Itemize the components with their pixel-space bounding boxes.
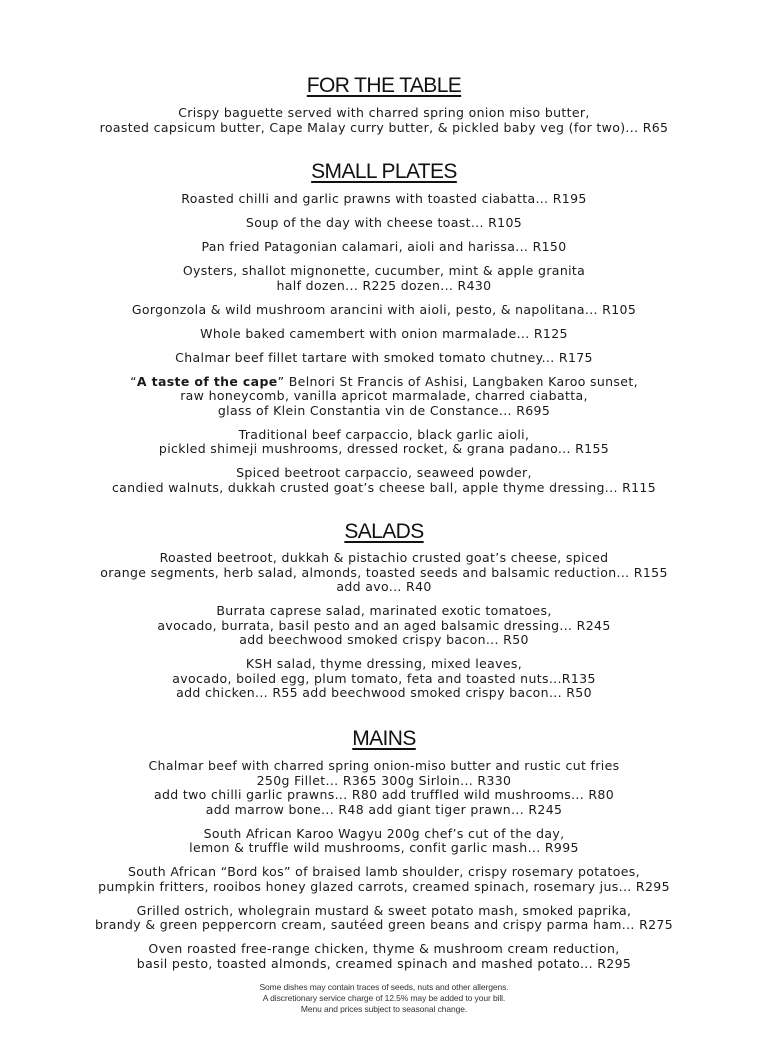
menu-item [0,604,768,648]
menu-item-line: glass of Klein Constantia vin de Constance... R695 [217,402,551,418]
menu-item [0,106,768,135]
footer-line: A discretionary service charge of 12.5% may be added to your bill. [262,993,506,1003]
section-heading: FOR THE TABLE [306,74,462,97]
menu-item-line: Crispy baguette served with charred spring onion miso butter, [178,105,590,120]
menu-item-line: candied walnuts, dukkah crusted goat’s cheese ball, apple thyme dressing... R115 [111,479,657,495]
menu-item-line: add beechwood smoked crispy bacon... R50 [239,632,529,647]
menu-item-line: “A taste of the cape” Belnori St Francis of Ashisi, Langbaken Karoo sunset, [130,373,638,389]
menu-item [0,192,768,207]
menu-item-line: avocado, boiled egg, plum tomato, feta and toasted nuts...R135 [172,670,596,686]
menu-item [0,428,768,457]
menu-item [0,904,768,933]
menu-item-line: Soup of the day with cheese toast... R105 [245,215,523,230]
menu-item-line: Grilled ostrich, wholegrain mustard & sweet potato mash, smoked paprika, [136,902,632,918]
menu-item-line: pumpkin fritters, rooibos honey glazed carrots, creamed spinach, rosemary jus... R295 [98,878,670,894]
menu-item-line: lemon & truffle wild mushrooms, confit garlic mash... R995 [189,840,579,855]
menu-item-line: Gorgonzola & wild mushroom arancini with aioli, pesto, & napolitana... R105 [131,301,637,317]
section-mains [0,727,768,971]
menu-item [0,327,768,342]
menu-item-line: 250g Fillet... R365 300g Sirloin... R330 [256,772,512,788]
menu-item-line: Burrata caprese salad, marinated exotic tomatoes, [216,603,552,618]
menu-item [0,759,768,817]
menu-item [0,942,768,971]
menu-item-line: roasted capsicum butter, Cape Malay curry butter, & pickled baby veg (for two)... R65 [99,119,669,135]
section-salads [0,520,768,701]
menu-item-line: KSH salad, thyme dressing, mixed leaves, [245,656,523,671]
menu-item-line: pickled shimeji mushrooms, dressed rocket, & grana padano... R155 [158,441,610,456]
menu-item-line: add marrow bone... R48 add giant tiger prawn... R245 [205,801,563,817]
menu-item-line: Traditional beef carpaccio, black garlic aioli, [238,426,530,442]
menu-item [0,865,768,894]
menu-item-line: South African Karoo Wagyu 200g chef’s cut of the day, [203,825,565,841]
menu-item [0,657,768,701]
section-heading: MAINS [352,727,416,750]
menu-item-line: orange segments, herb salad, almonds, toasted seeds and balsamic reduction... R155 [100,564,668,580]
menu-item-line: avocado, burrata, basil pesto and an aged balsamic dressing... R245 [157,617,611,633]
menu-item [0,303,768,318]
menu-item-line: Chalmar beef with charred spring onion-miso butter and rustic cut fries [148,758,620,773]
menu-item-line: Roasted chilli and garlic prawns with toasted ciabatta... R195 [181,191,587,206]
menu-item-line: Roasted beetroot, dukkah & pistachio crusted goat’s cheese, spiced [159,550,609,565]
menu-item [0,375,768,419]
section-heading: SMALL PLATES [311,160,457,183]
menu-item [0,216,768,231]
section-heading: SALADS [344,520,424,543]
menu-item-line: Whole baked camembert with onion marmalade... R125 [200,325,568,341]
menu-item [0,240,768,255]
menu-item [0,351,768,366]
footer-line: Some dishes may contain traces of seeds, nuts and other allergens. [259,982,509,992]
menu-item-line: Spiced beetroot carpaccio, seaweed powder, [236,465,532,480]
menu-item-highlight: A taste of the cape [136,373,278,389]
menu-item-line: half dozen... R225 dozen... R430 [276,277,492,293]
menu-item [0,264,768,293]
footer-line: Menu and prices subject to seasonal change. [300,1004,468,1014]
menu-item-line: add two chilli garlic prawns... R80 add truffled wild mushrooms... R80 [153,787,615,802]
section-for-the-table [0,74,768,135]
menu-item [0,466,768,495]
menu-item-line: Chalmar beef fillet tartare with smoked tomato chutney... R175 [175,349,593,365]
section-small-plates [0,160,768,495]
menu-item-line: add avo... R40 [336,579,432,594]
menu-item-line: brandy & green peppercorn cream, sautéed green beans and crispy parma ham... R275 [94,917,674,932]
menu-item-line: Oysters, shallot mignonette, cucumber, mint & apple granita [182,263,586,278]
menu-item [0,551,768,595]
menu-footer [0,982,768,1015]
menu-item-line: basil pesto, toasted almonds, creamed spinach and mashed potato... R295 [136,955,632,971]
menu-item-line: South African “Bord kos” of braised lamb shoulder, crispy rosemary potatoes, [128,864,640,879]
menu-item-line: Oven roasted free-range chicken, thyme & mushroom cream reduction, [148,941,620,956]
menu-item-line: Pan fried Patagonian calamari, aioli and harissa... R150 [201,239,567,254]
menu-item-line: add chicken... R55 add beechwood smoked crispy bacon... R50 [176,685,592,700]
menu-item-line: raw honeycomb, vanilla apricot marmalade, charred ciabatta, [180,388,588,403]
menu-item [0,827,768,856]
